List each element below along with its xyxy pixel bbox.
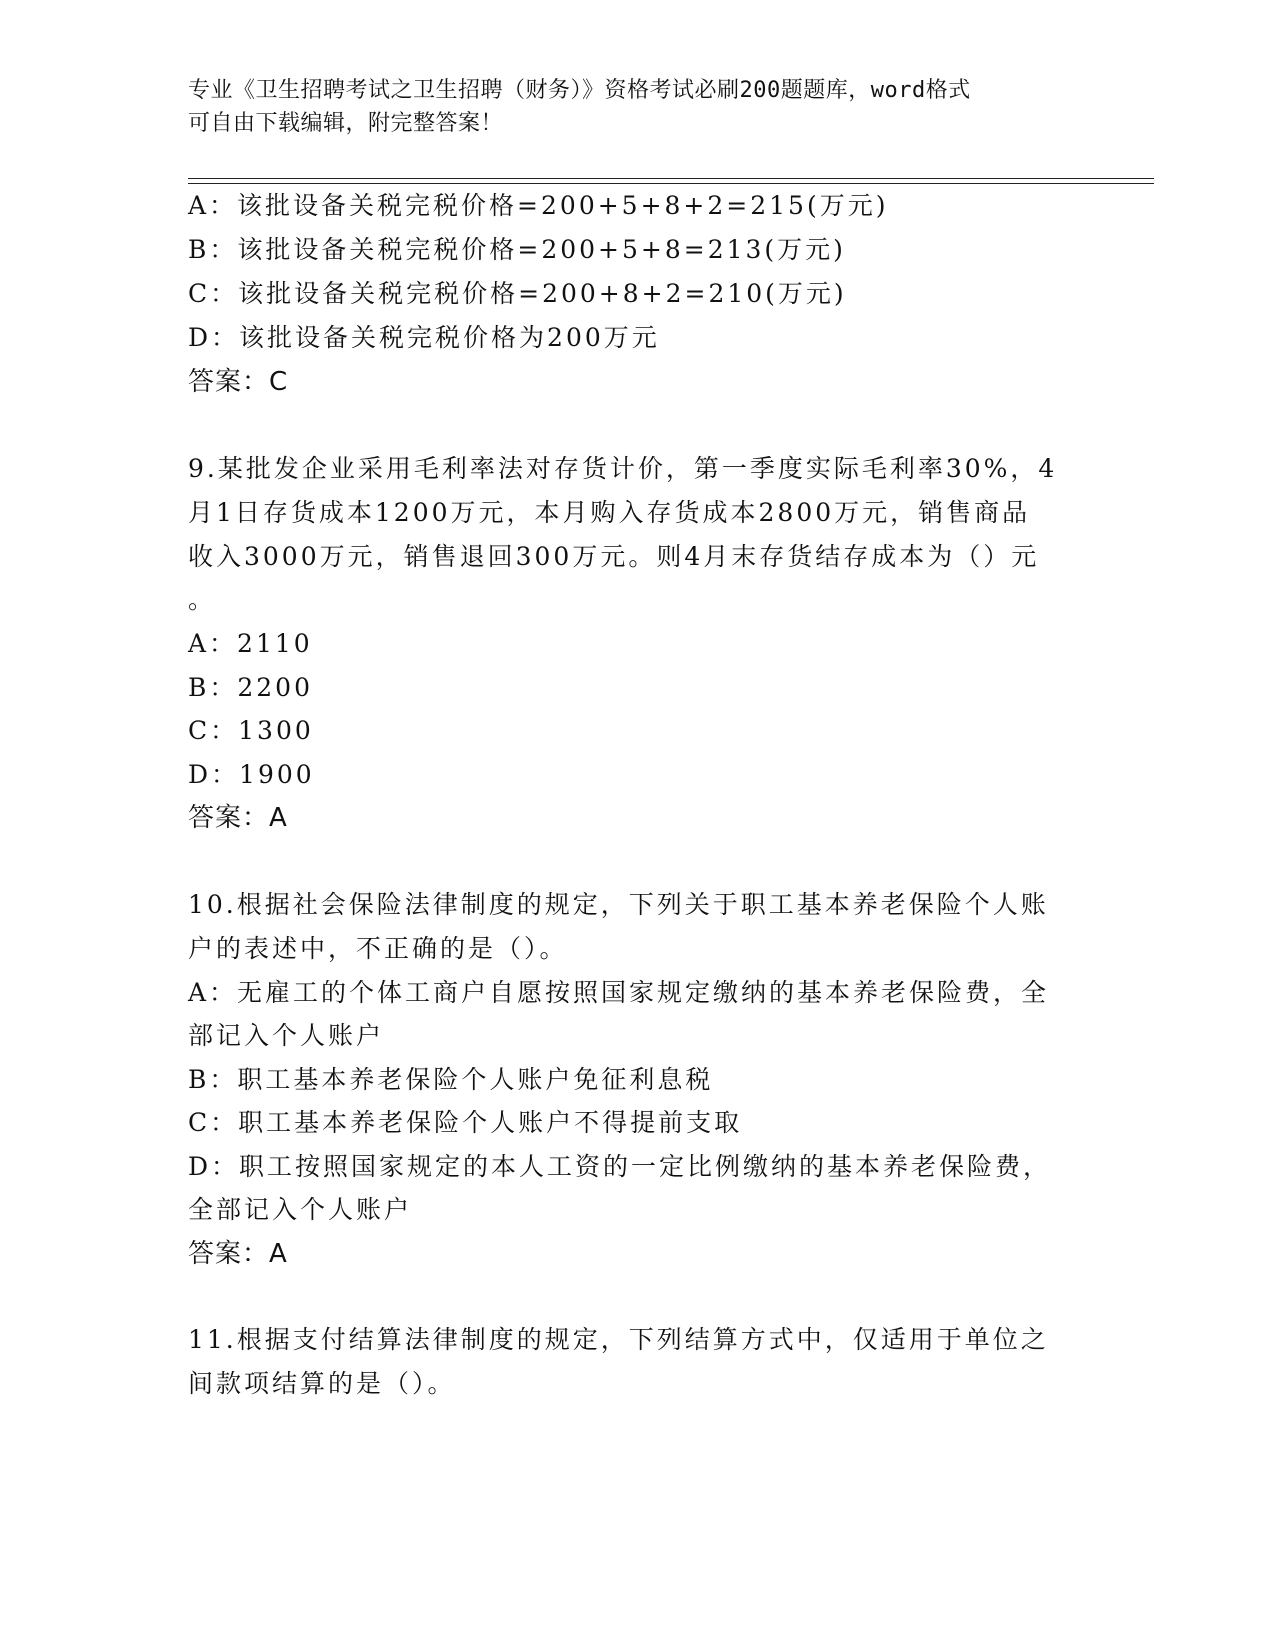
q9-option-d: D：1900 <box>188 760 315 789</box>
q8-option-b: B：该批设备关税完税价格=200+5+8=213(万元) <box>188 235 846 264</box>
q8-option-d: D：该批设备关税完税价格为200万元 <box>188 323 660 352</box>
q10-option-c: C：职工基本养老保险个人账户不得提前支取 <box>188 1108 743 1137</box>
q9-answer: 答案：A <box>188 803 288 833</box>
q10-option-b: B：职工基本养老保险个人账户免征利息税 <box>188 1065 714 1094</box>
q9-stem-line-2: 月1日存货成本1200万元，本月购入存货成本2800万元，销售商品 <box>188 498 1031 527</box>
q9-option-a: A：2110 <box>188 629 313 658</box>
q10-stem-line-1: 10.根据社会保险法律制度的规定，下列关于职工基本养老保险个人账 <box>188 890 1049 919</box>
q8-option-a: A：该批设备关税完税价格=200+5+8+2=215(万元) <box>188 191 889 220</box>
q10-option-d-line-1: D：职工按照国家规定的本人工资的一定比例缴纳的基本养老保险费， <box>188 1152 1052 1181</box>
q10-stem-line-2: 户的表述中，不正确的是（）。 <box>188 934 568 963</box>
q11-stem-line-2: 间款项结算的是（）。 <box>188 1369 456 1398</box>
document-header <box>188 74 1068 140</box>
header-divider-bottom <box>188 183 1154 184</box>
q10-answer: 答案：A <box>188 1239 288 1269</box>
q8-answer: 答案：C <box>188 367 289 397</box>
header-title-line-1: 专业《卫生招聘考试之卫生招聘（财务）》资格考试必刷200题题库，word格式 <box>188 78 971 103</box>
q9-stem-line-3: 收入3000万元，销售退回300万元。则4月末存货结存成本为（）元 <box>188 542 1040 571</box>
q8-option-c: C：该批设备关税完税价格=200+8+2=210(万元) <box>188 279 847 308</box>
header-title-line-2: 可自由下载编辑，附完整答案！ <box>188 111 504 136</box>
q9-stem-line-1: 9.某批发企业采用毛利率法对存货计价，第一季度实际毛利率30%，4 <box>188 454 1058 483</box>
header-divider-top <box>188 178 1154 179</box>
q10-option-d-line-2: 全部记入个人账户 <box>188 1195 413 1224</box>
q9-option-b: B：2200 <box>188 673 313 702</box>
q9-option-c: C：1300 <box>188 716 314 745</box>
q9-stem-line-4: 。 <box>188 585 217 614</box>
q10-option-a-line-1: A：无雇工的个体工商户自愿按照国家规定缴纳的基本养老保险费，全 <box>188 978 1050 1007</box>
q11-stem-line-1: 11.根据支付结算法律制度的规定，下列结算方式中，仅适用于单位之 <box>188 1325 1049 1354</box>
q10-option-a-line-2: 部记入个人账户 <box>188 1021 385 1050</box>
